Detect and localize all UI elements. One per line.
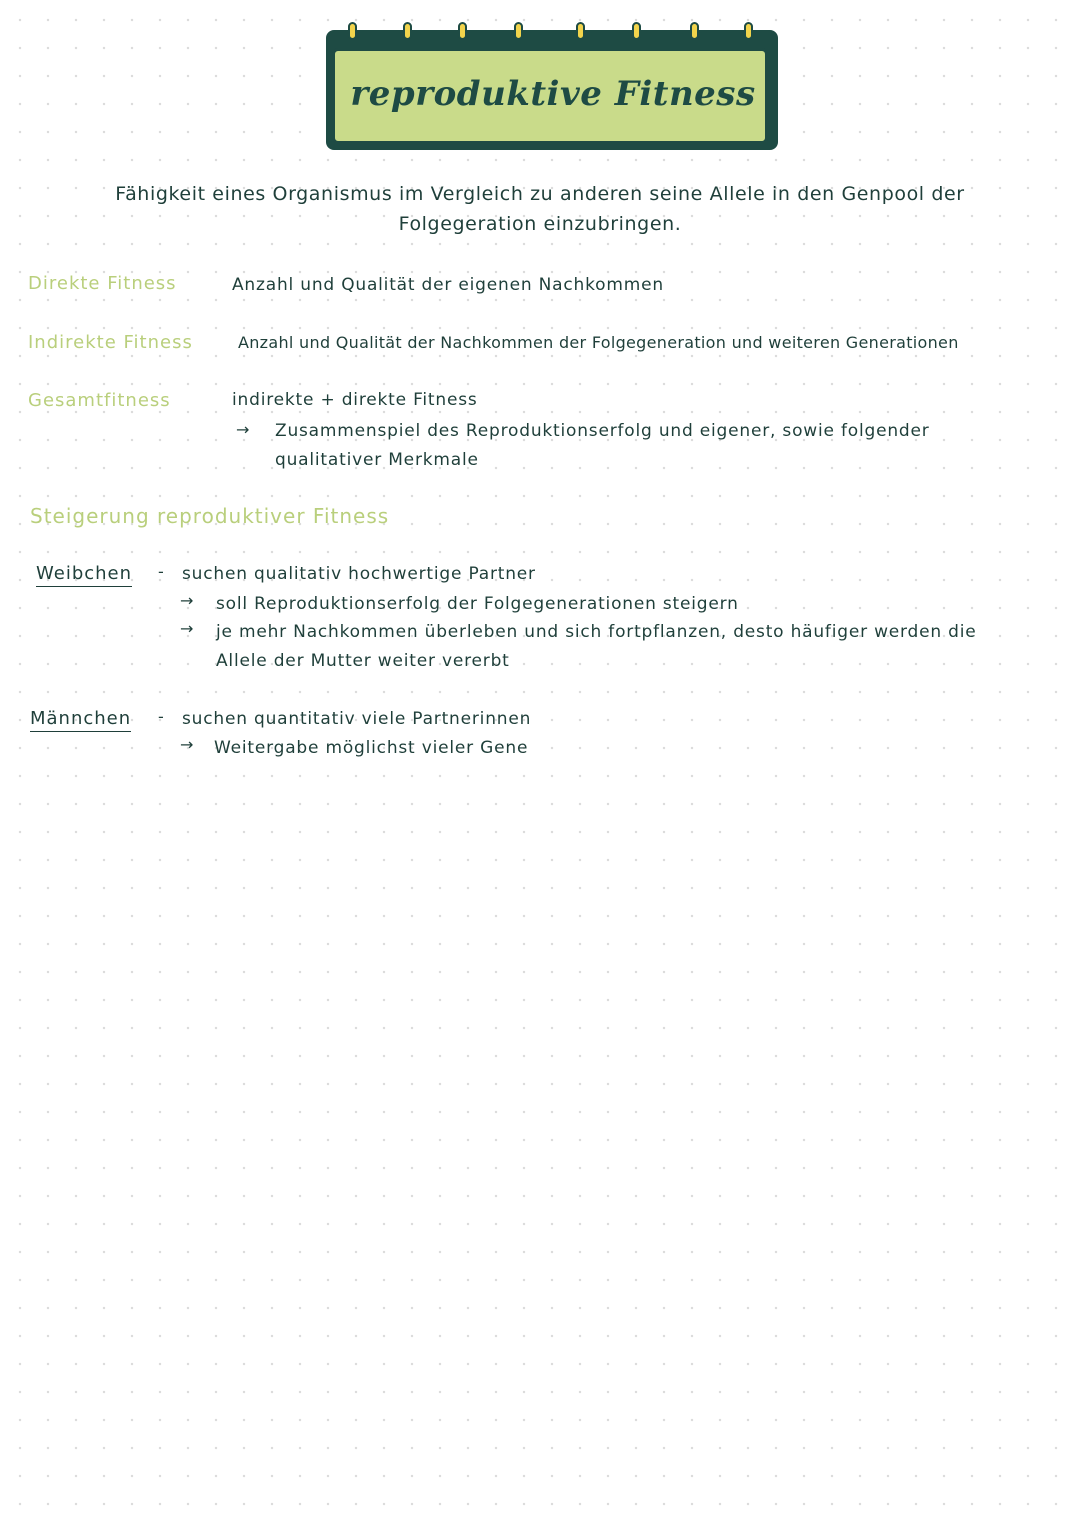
female-arrow-2-line-1: je mehr Nachkommen überleben und sich fortpflanzen, desto häufiger werden die [216,622,977,642]
male-point: suchen quantitativ viele Partnerinnen [182,709,532,729]
total-fitness-note-line-2: qualitativer Merkmale [275,450,479,470]
page-title: reproduktive Fitness [350,74,756,114]
binder-ring [576,22,585,40]
arrow-icon: → [180,735,194,754]
binder-ring [348,22,357,40]
female-point: suchen qualitativ hochwertige Partner [182,564,536,584]
male-arrow-1: Weitergabe möglichst vieler Gene [214,738,529,758]
female-arrow-1: soll Reproduktionserfolg der Folgegenerationen steigern [216,594,739,614]
binder-ring [632,22,641,40]
male-label: Männchen [30,708,131,732]
title-banner [326,30,780,152]
definition-line-2: Folgegeration einzubringen. [398,213,682,235]
binder-ring [514,22,523,40]
bullet-dash: - [158,707,164,726]
term-direct-fitness: Direkte Fitness [28,273,177,294]
binder-ring [403,22,412,40]
arrow-icon: → [180,619,194,638]
binder-ring [690,22,699,40]
female-arrow-2-line-2: Allele der Mutter weiter vererbt [216,651,510,671]
binder-ring [458,22,467,40]
section-heading: Steigerung reproduktiver Fitness [30,504,390,528]
total-fitness-note-line-1: Zusammenspiel des Reproduktionserfolg und eigener, sowie folgender [275,421,930,441]
binder-ring [744,22,753,40]
female-label: Weibchen [36,563,132,587]
desc-direct-fitness: Anzahl und Qualität der eigenen Nachkommen [232,275,664,295]
term-total-fitness: Gesamtfitness [28,390,171,411]
arrow-icon: → [236,420,250,439]
desc-indirect-fitness: Anzahl und Qualität der Nachkommen der Folgegeneration und weiteren Generationen [238,333,959,352]
arrow-icon: → [180,591,194,610]
desc-total-fitness: indirekte + direkte Fitness [232,390,478,410]
bullet-dash: - [158,562,164,581]
term-indirect-fitness: Indirekte Fitness [28,332,193,353]
definition-line-1: Fähigkeit eines Organismus im Vergleich zu anderen seine Allele in den Genpool der [115,183,965,205]
